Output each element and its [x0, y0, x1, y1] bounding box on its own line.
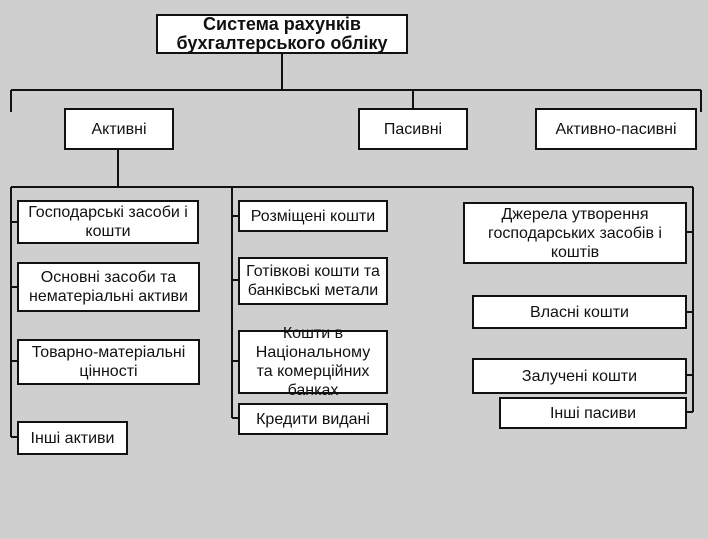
source-item-box: Залучені кошти	[472, 358, 687, 394]
source-item-box: Власні кошти	[472, 295, 687, 329]
title-to-categories-connector	[11, 52, 701, 112]
source-item-box: Джерела утворення господарських засобів і коштів	[463, 202, 687, 264]
active-item-box: Основні засоби та нематеріальні активи	[17, 262, 200, 312]
placed-item-box: Готівкові кошти та банківські метали	[238, 257, 388, 305]
active-item-box: Господарські засоби і кошти	[17, 200, 199, 244]
placed-item-box: Розміщені кошти	[238, 200, 388, 232]
category-passive-box: Пасивні	[358, 108, 468, 150]
category-active-box: Активні	[64, 108, 174, 150]
active-item-box: Інші активи	[17, 421, 128, 455]
category-active-passive-box: Активно-пасивні	[535, 108, 697, 150]
source-item-box: Інші пасиви	[499, 397, 687, 429]
title-box: Система рахунків бухгалтерського обліку	[156, 14, 408, 54]
placed-item-box: Кредити видані	[238, 403, 388, 435]
sources-branch-connector	[686, 187, 693, 412]
active-item-box: Товарно-матеріальні цінності	[17, 339, 200, 385]
placed-item-box: Кошти в Національному та комерційних банках	[238, 330, 388, 394]
